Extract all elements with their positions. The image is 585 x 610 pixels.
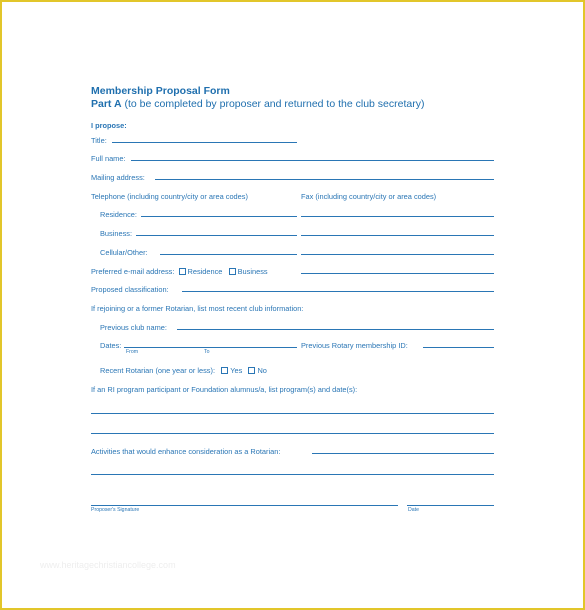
- preferred-email-label: [91, 267, 268, 276]
- email-field[interactable]: [301, 273, 494, 274]
- telephone-heading: Telephone (including country/city or area codes): [91, 192, 248, 201]
- signature-date-field[interactable]: [407, 505, 494, 506]
- signature-field[interactable]: [91, 505, 398, 506]
- full-name-field[interactable]: [131, 160, 494, 161]
- fax-business-field[interactable]: [301, 235, 494, 236]
- signature-caption: Proposer's Signature: [91, 507, 140, 513]
- title-label: Title:: [91, 136, 107, 145]
- date-from-field[interactable]: [124, 347, 202, 348]
- phone-residence-label: Residence:: [100, 210, 137, 219]
- ri-program-line-2[interactable]: [91, 433, 494, 434]
- date-to-field[interactable]: [202, 347, 297, 348]
- membership-id-field[interactable]: [423, 347, 494, 348]
- email-business-checkbox[interactable]: [229, 268, 236, 275]
- yes-option: Yes: [230, 366, 243, 375]
- email-residence-checkbox[interactable]: [179, 268, 186, 275]
- phone-business-field[interactable]: [136, 235, 297, 236]
- i-propose-heading: I propose:: [91, 121, 127, 130]
- activities-line-2[interactable]: [91, 474, 494, 475]
- fax-residence-field[interactable]: [301, 216, 494, 217]
- rejoining-label: If rejoining or a former Rotarian, list most recent club information:: [91, 304, 304, 313]
- ri-program-line-1[interactable]: [91, 413, 494, 414]
- membership-id-label: Previous Rotary membership ID:: [301, 341, 408, 350]
- mailing-address-field[interactable]: [155, 179, 494, 180]
- full-name-label: Full name:: [91, 154, 126, 163]
- form-title: Membership Proposal Form: [91, 85, 230, 97]
- previous-club-field[interactable]: [177, 329, 494, 330]
- no-checkbox[interactable]: [248, 367, 255, 374]
- phone-residence-field[interactable]: [141, 216, 297, 217]
- title-field[interactable]: [112, 142, 297, 143]
- recent-rotarian-label: Recent Rotarian (one year or less):: [100, 366, 216, 375]
- email-business-option: Business: [237, 267, 268, 276]
- dates-label: Dates:: [100, 341, 122, 350]
- recent-rotarian-row: [100, 366, 267, 375]
- from-caption: From: [126, 349, 139, 355]
- to-caption: To: [204, 349, 210, 355]
- activities-line-1[interactable]: [312, 453, 494, 454]
- ri-program-label: If an RI program participant or Foundation alumnus/a, list program(s) and date(s):: [91, 385, 358, 394]
- previous-club-label: Previous club name:: [100, 323, 167, 332]
- no-option: No: [257, 366, 267, 375]
- yes-checkbox[interactable]: [221, 367, 228, 374]
- cellular-label: Cellular/Other:: [100, 248, 148, 257]
- classification-field[interactable]: [182, 291, 494, 292]
- part-label: Part A: [91, 98, 122, 110]
- preferred-email-text: Preferred e-mail address:: [91, 267, 175, 276]
- activities-label: Activities that would enhance consideration as a Rotarian:: [91, 447, 281, 456]
- mailing-address-label: Mailing address:: [91, 173, 145, 182]
- fax-cellular-field[interactable]: [301, 254, 494, 255]
- email-residence-option: Residence: [187, 267, 223, 276]
- part-description: (to be completed by proposer and returned to the club secretary): [124, 98, 425, 110]
- date-caption: Date: [408, 507, 419, 513]
- fax-heading: Fax (including country/city or area codes): [301, 192, 437, 201]
- cellular-field[interactable]: [160, 254, 297, 255]
- form-subtitle: [91, 98, 424, 110]
- phone-business-label: Business:: [100, 229, 133, 238]
- classification-label: Proposed classification:: [91, 285, 169, 294]
- watermark: www.heritagechristiancollege.com: [40, 560, 176, 570]
